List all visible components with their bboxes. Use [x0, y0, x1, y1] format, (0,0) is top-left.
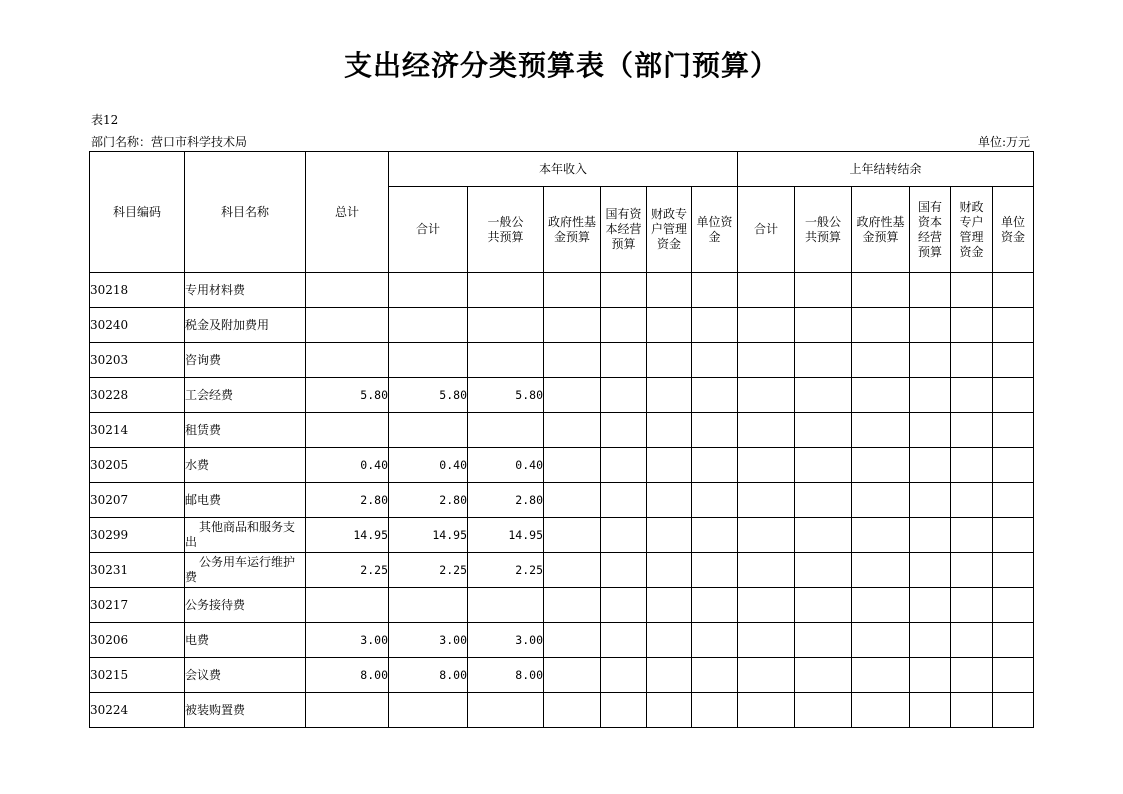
empty-cell: [910, 448, 951, 483]
table-row: [90, 308, 1034, 343]
department-label: 部门名称：营口市科学技术局: [91, 135, 248, 149]
row-current-general: 14.95: [468, 518, 544, 553]
empty-cell: [738, 658, 795, 693]
empty-cell: [544, 273, 601, 308]
row-name: 会议费: [185, 658, 306, 693]
table-row: [90, 693, 1034, 728]
empty-cell: [910, 693, 951, 728]
row-current-general: 8.00: [468, 658, 544, 693]
empty-cell: [738, 378, 795, 413]
table-body: [90, 273, 1034, 728]
empty-cell: [544, 658, 601, 693]
row-current-general: [468, 273, 544, 308]
row-name: 电费: [185, 623, 306, 658]
empty-cell: [692, 518, 738, 553]
empty-cell: [544, 588, 601, 623]
empty-cell: [795, 658, 852, 693]
row-name: 水费: [185, 448, 306, 483]
empty-cell: [951, 553, 993, 588]
row-current-subtotal: 0.40: [389, 448, 468, 483]
empty-cell: [601, 448, 647, 483]
header-current-fund: 政府性基金预算: [544, 187, 601, 273]
empty-cell: [852, 378, 910, 413]
empty-cell: [852, 693, 910, 728]
empty-cell: [647, 308, 692, 343]
table-row: [90, 448, 1034, 483]
row-name: 被装购置费: [185, 693, 306, 728]
empty-cell: [647, 658, 692, 693]
row-current-subtotal: [389, 588, 468, 623]
row-code: 30207: [90, 483, 185, 518]
empty-cell: [910, 658, 951, 693]
empty-cell: [852, 413, 910, 448]
header-prior-soe: 国有资本经营预算: [910, 187, 951, 273]
empty-cell: [993, 378, 1034, 413]
empty-cell: [601, 693, 647, 728]
empty-cell: [951, 343, 993, 378]
row-name: 公务用车运行维护费: [185, 553, 306, 588]
row-current-general: 3.00: [468, 623, 544, 658]
empty-cell: [852, 273, 910, 308]
empty-cell: [951, 273, 993, 308]
row-name: 专用材料费: [185, 273, 306, 308]
row-total: [306, 308, 389, 343]
header-prior-fund: 政府性基金预算: [852, 187, 910, 273]
empty-cell: [852, 448, 910, 483]
row-current-subtotal: 2.25: [389, 553, 468, 588]
empty-cell: [692, 343, 738, 378]
row-code: 30218: [90, 273, 185, 308]
empty-cell: [951, 658, 993, 693]
row-total: [306, 693, 389, 728]
empty-cell: [910, 623, 951, 658]
empty-cell: [852, 623, 910, 658]
row-name: 税金及附加费用: [185, 308, 306, 343]
empty-cell: [738, 623, 795, 658]
row-code: 30215: [90, 658, 185, 693]
table-row: [90, 553, 1034, 588]
empty-cell: [910, 308, 951, 343]
empty-cell: [544, 483, 601, 518]
empty-cell: [738, 273, 795, 308]
page-title: 支出经济分类预算表（部门预算）: [343, 49, 779, 82]
empty-cell: [993, 518, 1034, 553]
empty-cell: [951, 413, 993, 448]
empty-cell: [795, 448, 852, 483]
empty-cell: [692, 448, 738, 483]
row-current-general: [468, 693, 544, 728]
empty-cell: [692, 623, 738, 658]
empty-cell: [601, 343, 647, 378]
empty-cell: [795, 273, 852, 308]
empty-cell: [852, 658, 910, 693]
empty-cell: [910, 378, 951, 413]
empty-cell: [993, 623, 1034, 658]
row-current-subtotal: 5.80: [389, 378, 468, 413]
row-current-general: 2.80: [468, 483, 544, 518]
row-code: 30217: [90, 588, 185, 623]
empty-cell: [795, 378, 852, 413]
row-current-subtotal: [389, 273, 468, 308]
empty-cell: [692, 693, 738, 728]
row-total: 2.80: [306, 483, 389, 518]
row-current-subtotal: [389, 308, 468, 343]
empty-cell: [692, 553, 738, 588]
empty-cell: [993, 483, 1034, 518]
empty-cell: [993, 273, 1034, 308]
table-number: 表12: [91, 113, 119, 127]
empty-cell: [647, 693, 692, 728]
empty-cell: [647, 483, 692, 518]
empty-cell: [647, 448, 692, 483]
row-total: 14.95: [306, 518, 389, 553]
row-current-general: [468, 588, 544, 623]
header-current-general: 一般公共预算: [468, 187, 544, 273]
row-code: 30231: [90, 553, 185, 588]
empty-cell: [692, 378, 738, 413]
empty-cell: [692, 658, 738, 693]
header-code: 科目编码: [90, 152, 185, 273]
empty-cell: [852, 518, 910, 553]
empty-cell: [601, 483, 647, 518]
table-row: [90, 483, 1034, 518]
empty-cell: [738, 413, 795, 448]
empty-cell: [795, 308, 852, 343]
unit-label: 单位:万元: [977, 135, 1030, 149]
empty-cell: [795, 483, 852, 518]
row-name: 邮电费: [185, 483, 306, 518]
empty-cell: [738, 518, 795, 553]
empty-cell: [852, 588, 910, 623]
empty-cell: [738, 693, 795, 728]
empty-cell: [795, 343, 852, 378]
row-current-subtotal: 14.95: [389, 518, 468, 553]
row-current-subtotal: 2.80: [389, 483, 468, 518]
header-current-special: 财政专户管理资金: [647, 187, 692, 273]
empty-cell: [852, 553, 910, 588]
empty-cell: [993, 343, 1034, 378]
empty-cell: [601, 378, 647, 413]
empty-cell: [951, 693, 993, 728]
empty-cell: [951, 483, 993, 518]
header-prior-year: 上年结转结余: [738, 152, 1034, 187]
row-code: 30224: [90, 693, 185, 728]
empty-cell: [544, 343, 601, 378]
row-current-subtotal: 8.00: [389, 658, 468, 693]
table-row: [90, 378, 1034, 413]
row-current-subtotal: [389, 413, 468, 448]
row-current-general: 5.80: [468, 378, 544, 413]
empty-cell: [544, 308, 601, 343]
row-current-subtotal: 3.00: [389, 623, 468, 658]
empty-cell: [647, 623, 692, 658]
empty-cell: [993, 588, 1034, 623]
empty-cell: [647, 588, 692, 623]
empty-cell: [601, 623, 647, 658]
table-row: [90, 343, 1034, 378]
empty-cell: [738, 448, 795, 483]
row-total: [306, 343, 389, 378]
empty-cell: [910, 343, 951, 378]
empty-cell: [544, 553, 601, 588]
row-code: 30206: [90, 623, 185, 658]
row-name: 咨询费: [185, 343, 306, 378]
row-current-general: [468, 343, 544, 378]
row-current-general: 2.25: [468, 553, 544, 588]
empty-cell: [647, 413, 692, 448]
empty-cell: [738, 343, 795, 378]
header-prior-general: 一般公共预算: [795, 187, 852, 273]
row-name: 租赁费: [185, 413, 306, 448]
empty-cell: [993, 448, 1034, 483]
empty-cell: [692, 273, 738, 308]
empty-cell: [544, 413, 601, 448]
header-prior-special: 财政专户管理资金: [951, 187, 993, 273]
empty-cell: [738, 553, 795, 588]
empty-cell: [910, 273, 951, 308]
row-total: 0.40: [306, 448, 389, 483]
empty-cell: [951, 448, 993, 483]
empty-cell: [993, 413, 1034, 448]
empty-cell: [601, 273, 647, 308]
row-name: 工会经费: [185, 378, 306, 413]
empty-cell: [993, 658, 1034, 693]
row-current-subtotal: [389, 343, 468, 378]
header-current-year: 本年收入: [389, 152, 738, 187]
empty-cell: [738, 483, 795, 518]
row-total: 8.00: [306, 658, 389, 693]
empty-cell: [647, 343, 692, 378]
row-total: 3.00: [306, 623, 389, 658]
empty-cell: [544, 378, 601, 413]
empty-cell: [544, 518, 601, 553]
row-name: 其他商品和服务支出: [185, 518, 306, 553]
empty-cell: [993, 308, 1034, 343]
empty-cell: [647, 378, 692, 413]
empty-cell: [795, 693, 852, 728]
table-row: [90, 518, 1034, 553]
header-prior-unit: 单位资金: [993, 187, 1034, 273]
budget-table: [89, 151, 1034, 728]
row-total: 5.80: [306, 378, 389, 413]
empty-cell: [795, 413, 852, 448]
empty-cell: [601, 413, 647, 448]
row-name: 公务接待费: [185, 588, 306, 623]
empty-cell: [738, 308, 795, 343]
empty-cell: [647, 273, 692, 308]
empty-cell: [544, 623, 601, 658]
empty-cell: [951, 308, 993, 343]
row-total: [306, 273, 389, 308]
row-code: 30228: [90, 378, 185, 413]
empty-cell: [795, 553, 852, 588]
empty-cell: [910, 413, 951, 448]
empty-cell: [993, 693, 1034, 728]
empty-cell: [993, 553, 1034, 588]
row-code: 30205: [90, 448, 185, 483]
row-code: 30214: [90, 413, 185, 448]
empty-cell: [910, 518, 951, 553]
empty-cell: [951, 518, 993, 553]
empty-cell: [544, 448, 601, 483]
empty-cell: [852, 308, 910, 343]
row-total: [306, 588, 389, 623]
row-code: 30240: [90, 308, 185, 343]
empty-cell: [544, 693, 601, 728]
table-row: [90, 623, 1034, 658]
empty-cell: [795, 623, 852, 658]
empty-cell: [951, 588, 993, 623]
empty-cell: [647, 518, 692, 553]
empty-cell: [910, 553, 951, 588]
empty-cell: [601, 518, 647, 553]
empty-cell: [795, 518, 852, 553]
row-current-general: [468, 413, 544, 448]
table-row: [90, 413, 1034, 448]
empty-cell: [852, 343, 910, 378]
table-row: [90, 588, 1034, 623]
header-total: 总计: [306, 152, 389, 273]
row-current-subtotal: [389, 693, 468, 728]
empty-cell: [738, 588, 795, 623]
empty-cell: [852, 483, 910, 518]
table-row: [90, 273, 1034, 308]
empty-cell: [951, 378, 993, 413]
header-current-unit: 单位资金: [692, 187, 738, 273]
table-row: [90, 658, 1034, 693]
row-total: [306, 413, 389, 448]
empty-cell: [910, 588, 951, 623]
row-code: 30203: [90, 343, 185, 378]
empty-cell: [601, 553, 647, 588]
empty-cell: [647, 553, 692, 588]
empty-cell: [601, 588, 647, 623]
row-total: 2.25: [306, 553, 389, 588]
row-current-general: 0.40: [468, 448, 544, 483]
empty-cell: [601, 658, 647, 693]
row-current-general: [468, 308, 544, 343]
empty-cell: [692, 308, 738, 343]
empty-cell: [692, 483, 738, 518]
empty-cell: [951, 623, 993, 658]
header-current-soe: 国有资本经营预算: [601, 187, 647, 273]
header-current-subtotal: 合计: [389, 187, 468, 273]
empty-cell: [910, 483, 951, 518]
empty-cell: [795, 588, 852, 623]
row-code: 30299: [90, 518, 185, 553]
empty-cell: [601, 308, 647, 343]
header-name: 科目名称: [185, 152, 306, 273]
empty-cell: [692, 588, 738, 623]
header-prior-subtotal: 合计: [738, 187, 795, 273]
empty-cell: [692, 413, 738, 448]
